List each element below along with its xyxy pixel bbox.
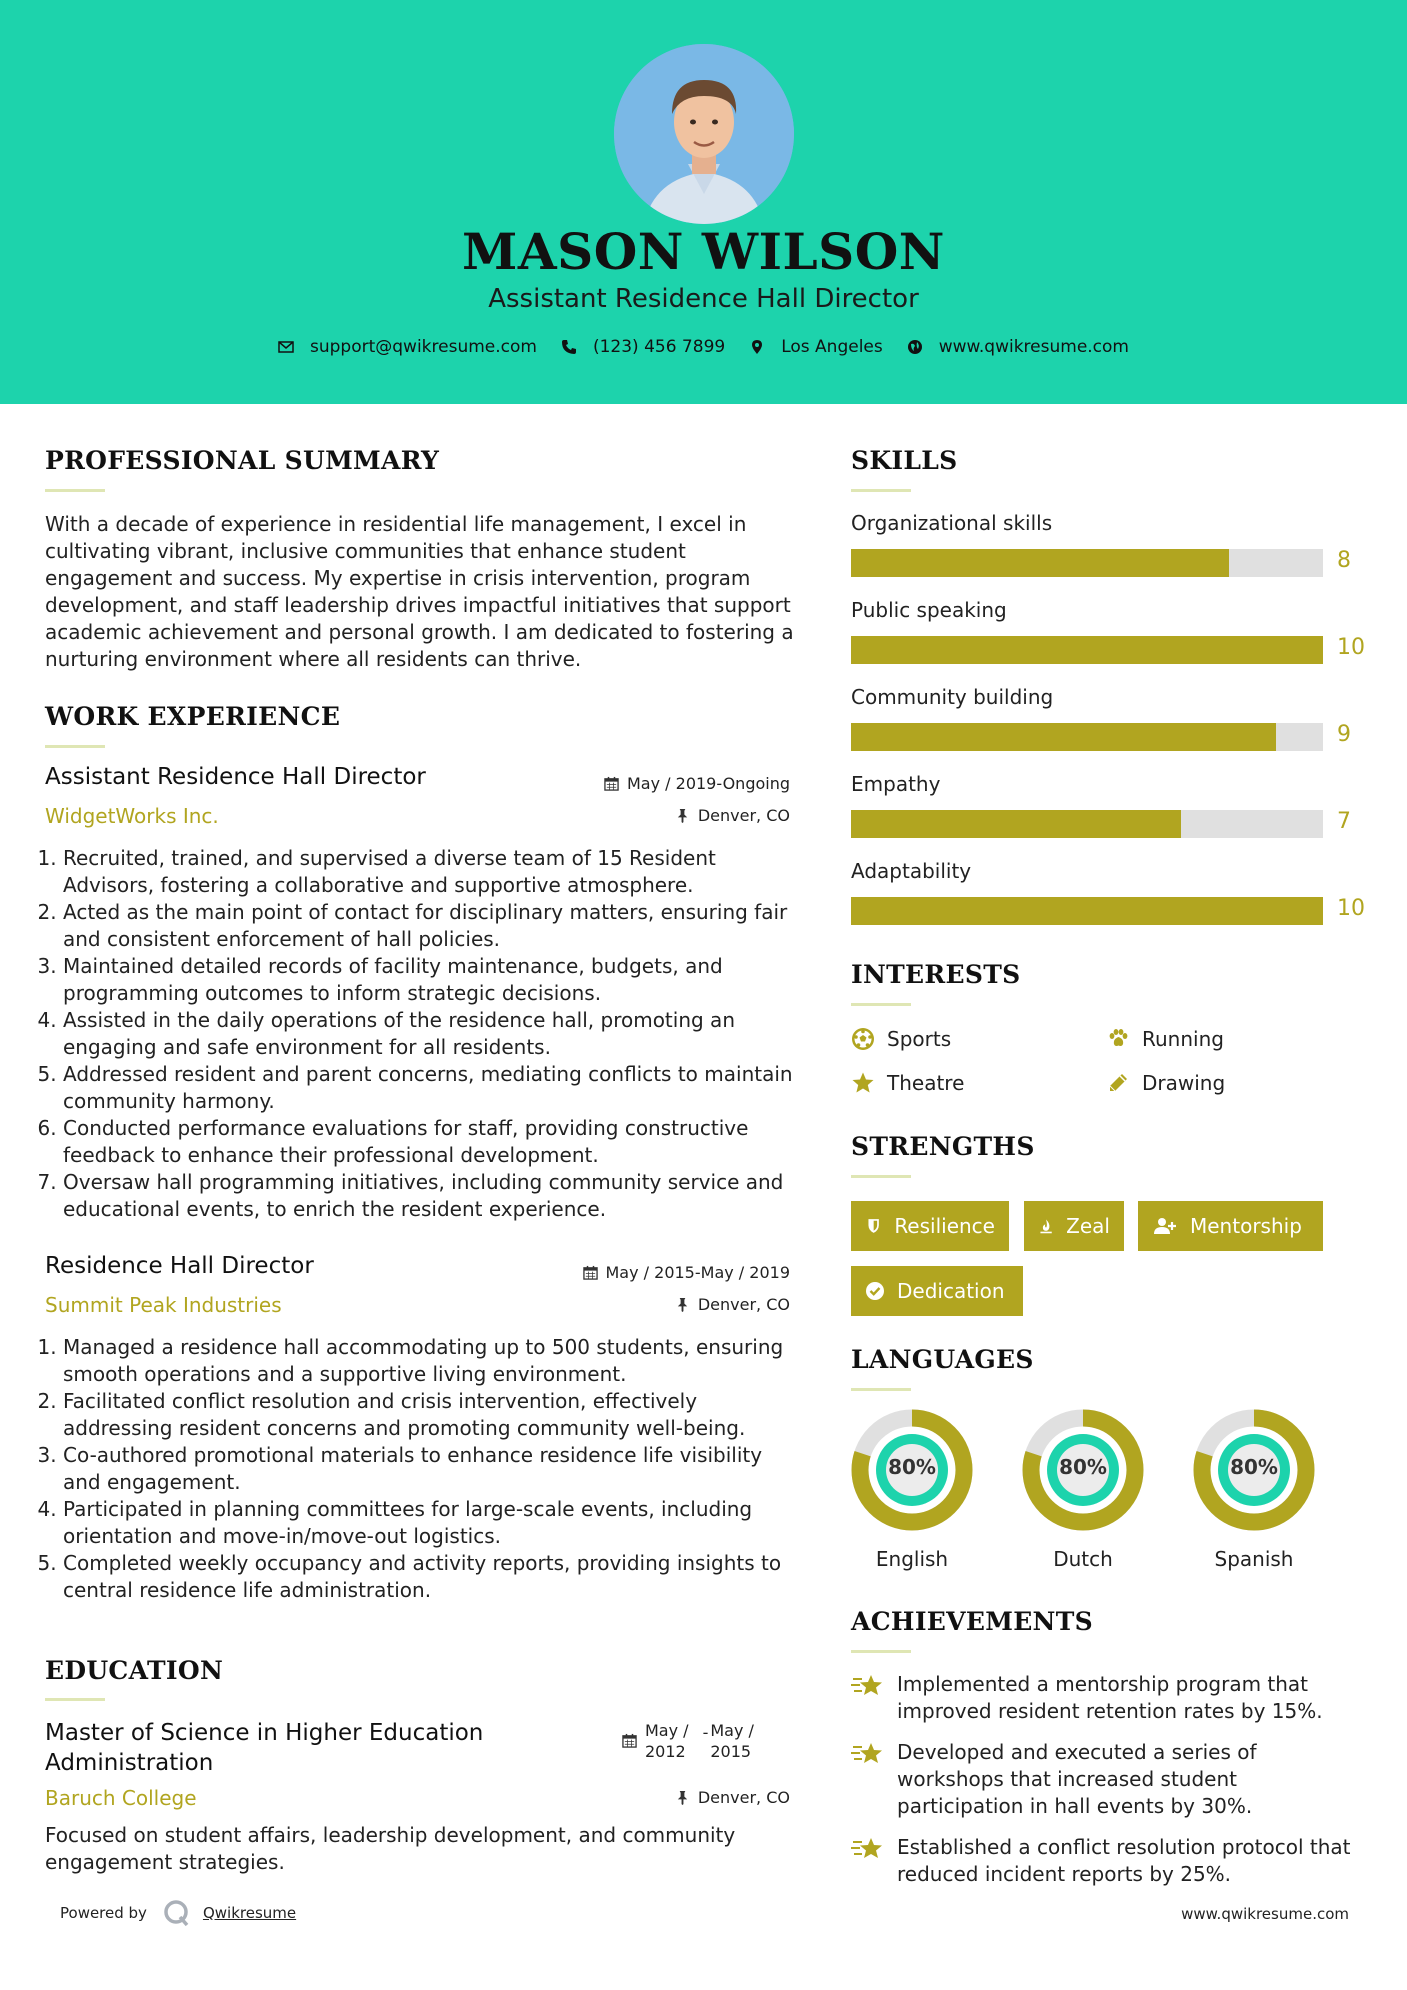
interest-item bbox=[1106, 1071, 1225, 1095]
list-item: 4. Participated in planning committees for large-scale events, including orientation and move-in/move-out logistics. bbox=[63, 1496, 797, 1550]
interest-label: Running bbox=[1142, 1027, 1224, 1051]
interest-item bbox=[851, 1027, 951, 1051]
skill-bar-fill bbox=[851, 810, 1181, 838]
strength-chip bbox=[1024, 1201, 1124, 1251]
education-end bbox=[710, 1720, 754, 1762]
fire-icon bbox=[1038, 1216, 1054, 1236]
list-item: 6. Conducted performance evaluations for staff, providing constructive feedback to enhance their professional development. bbox=[63, 1115, 797, 1169]
phone-icon bbox=[561, 339, 577, 355]
interest-label: Drawing bbox=[1142, 1071, 1226, 1095]
job-dates-text: May / 2015-May / 2019 bbox=[605, 1263, 790, 1282]
paw-icon bbox=[1106, 1027, 1130, 1051]
summary-text: With a decade of experience in residential life management, I excel in cultivating vibrant, inclusive communities that enhance student engagement and success. My expertise in crisis intervention, program development, and staff leadership drives impactful initiatives that support academic achievement and personal growth. I am dedicated to fostering a nurturing environment where all residents can thrive. bbox=[45, 512, 794, 671]
shooting-star-icon bbox=[851, 1739, 885, 1769]
achievement-text: Developed and executed a series of workshops that increased student participation in hall events by 30%. bbox=[897, 1740, 1257, 1818]
skill-bar-track bbox=[851, 636, 1323, 664]
list-item: 5. Addressed resident and parent concerns, mediating conflicts to maintain community harmony. bbox=[63, 1061, 797, 1115]
shooting-star-icon bbox=[851, 1671, 885, 1701]
pin-icon bbox=[675, 808, 690, 823]
avatar bbox=[614, 44, 794, 224]
qwikresume-link[interactable]: Qwikresume bbox=[202, 1904, 297, 1922]
footer-website[interactable]: www.qwikresume.com bbox=[1181, 1905, 1349, 1923]
education-dates bbox=[622, 1720, 754, 1762]
achievement-item bbox=[851, 1739, 1351, 1820]
strength-chip bbox=[851, 1201, 1009, 1251]
start-year: 2012 bbox=[645, 1742, 686, 1761]
start-month: May / bbox=[645, 1721, 689, 1740]
education-heading: EDUCATION bbox=[45, 1656, 224, 1685]
summary-underline bbox=[45, 489, 105, 492]
job-company: Summit Peak Industries bbox=[45, 1293, 282, 1317]
skill-bar-track bbox=[851, 549, 1323, 577]
experience-heading: WORK EXPERIENCE bbox=[45, 702, 341, 731]
summary-heading: PROFESSIONAL SUMMARY bbox=[45, 446, 440, 475]
job-title: Assistant Residence Hall Director bbox=[45, 764, 426, 790]
powered-by-text: Powered by bbox=[60, 1904, 147, 1922]
interests-heading: INTERESTS bbox=[851, 960, 1021, 989]
skill-label: Adaptability bbox=[851, 859, 972, 883]
skills-heading: SKILLS bbox=[851, 446, 958, 475]
education-location bbox=[675, 1788, 790, 1807]
star-icon bbox=[851, 1071, 875, 1095]
skill-bar-track bbox=[851, 723, 1323, 751]
job-location-text: Denver, CO bbox=[697, 1295, 790, 1314]
interest-label: Sports bbox=[887, 1027, 952, 1051]
achievement-item bbox=[851, 1834, 1351, 1888]
list-item: 2. Facilitated conflict resolution and crisis intervention, effectively addressing resident concerns and promoting community well-being. bbox=[63, 1388, 797, 1442]
candidate-name: MASON WILSON bbox=[462, 222, 945, 281]
calendar-icon bbox=[622, 1733, 637, 1748]
skill-score: 10 bbox=[1337, 635, 1365, 660]
achievements-heading: ACHIEVEMENTS bbox=[851, 1607, 1093, 1636]
language-label: English bbox=[875, 1547, 949, 1571]
job-location bbox=[675, 1295, 790, 1314]
shield-icon bbox=[865, 1216, 882, 1236]
strength-label: Dedication bbox=[897, 1279, 1005, 1303]
user-plus-icon bbox=[1152, 1216, 1178, 1236]
list-item: 3. Maintained detailed records of facility maintenance, budgets, and programming outcomes to inform strategic decisions. bbox=[63, 953, 797, 1007]
pin-icon bbox=[675, 1297, 690, 1312]
map-marker-icon bbox=[749, 339, 765, 355]
calendar-icon bbox=[604, 776, 619, 791]
education-underline bbox=[45, 1698, 105, 1701]
location-text: Los Angeles bbox=[781, 337, 883, 357]
skills-underline bbox=[851, 489, 911, 492]
job-responsibilities bbox=[45, 1334, 797, 1604]
resume-header bbox=[0, 0, 1407, 404]
email-text: support@qwikresume.com bbox=[310, 337, 537, 357]
list-item: 1. Managed a residence hall accommodating up to 500 students, ensuring smooth operations and a supportive living environment. bbox=[63, 1334, 797, 1388]
strength-chip bbox=[851, 1266, 1023, 1316]
language-item bbox=[851, 1409, 973, 1579]
skill-bar-fill bbox=[851, 549, 1229, 577]
interest-item bbox=[851, 1071, 964, 1095]
education-location-text: Denver, CO bbox=[697, 1788, 790, 1807]
strength-label: Mentorship bbox=[1190, 1214, 1302, 1238]
list-item: 4. Assisted in the daily operations of the residence hall, promoting an engaging and safe environment for all residents. bbox=[63, 1007, 797, 1061]
language-percent: 80% bbox=[1059, 1455, 1107, 1479]
strength-label: Zeal bbox=[1066, 1214, 1110, 1238]
school-name: Baruch College bbox=[45, 1786, 197, 1810]
check-circle-icon bbox=[865, 1281, 885, 1301]
phone-text: (123) 456 7899 bbox=[592, 337, 726, 357]
pin-icon bbox=[675, 1790, 690, 1805]
skill-bar-fill bbox=[851, 723, 1276, 751]
job-location bbox=[675, 806, 790, 825]
powered-by bbox=[60, 1898, 296, 1928]
skill-label: Organizational skills bbox=[851, 511, 1053, 535]
language-item bbox=[1022, 1409, 1144, 1579]
education-start bbox=[645, 1720, 689, 1762]
globe-icon bbox=[907, 339, 923, 355]
website-text: www.qwikresume.com bbox=[938, 337, 1129, 357]
strength-chip bbox=[1138, 1201, 1323, 1251]
skill-label: Empathy bbox=[851, 772, 941, 796]
soccer-ball-icon bbox=[851, 1027, 875, 1051]
skill-label: Public speaking bbox=[851, 598, 1007, 622]
list-item: 1. Recruited, trained, and supervised a diverse team of 15 Resident Advisors, fostering a collaborative and supportive atmosphere. bbox=[63, 845, 797, 899]
calendar-icon bbox=[583, 1265, 598, 1280]
interest-label: Theatre bbox=[887, 1071, 965, 1095]
contact-location bbox=[749, 337, 883, 357]
language-label: Dutch bbox=[1053, 1547, 1113, 1571]
job-dates bbox=[604, 774, 790, 793]
contact-website[interactable] bbox=[907, 337, 1129, 357]
candidate-role: Assistant Residence Hall Director bbox=[488, 284, 919, 314]
end-year: 2015 bbox=[710, 1742, 752, 1761]
skill-bar-track bbox=[851, 897, 1323, 925]
achievement-item bbox=[851, 1671, 1351, 1725]
skill-score: 7 bbox=[1337, 809, 1351, 834]
skill-bar-fill bbox=[851, 636, 1323, 664]
achievement-text: Established a conflict resolution protocol that reduced incident reports by 25%. bbox=[897, 1835, 1351, 1886]
contact-bar bbox=[0, 337, 1407, 357]
interest-item bbox=[1106, 1027, 1224, 1051]
skill-score: 10 bbox=[1337, 896, 1365, 921]
date-separator: - bbox=[702, 1723, 709, 1742]
skill-score: 8 bbox=[1337, 548, 1351, 573]
languages-heading: LANGUAGES bbox=[851, 1345, 1034, 1374]
qwikresume-logo-icon bbox=[161, 1898, 191, 1928]
list-item: 7. Oversaw hall programming initiatives, including community service and educational events, to enrich the resident experience. bbox=[63, 1169, 797, 1223]
degree-line: Master of Science in Higher Education bbox=[45, 1720, 484, 1746]
education-text: Focused on student affairs, leadership development, and community engagement strategies. bbox=[45, 1823, 736, 1874]
job-responsibilities bbox=[45, 845, 797, 1223]
pencil-icon bbox=[1106, 1071, 1130, 1095]
degree-line: Administration bbox=[45, 1750, 214, 1776]
skill-label: Community building bbox=[851, 685, 1054, 709]
interests-underline bbox=[851, 1003, 911, 1006]
contact-email[interactable] bbox=[278, 337, 537, 357]
profile-photo bbox=[614, 44, 794, 224]
job-title: Residence Hall Director bbox=[45, 1253, 314, 1279]
experience-underline bbox=[45, 745, 105, 748]
achievements-underline bbox=[851, 1650, 911, 1653]
skill-bar-fill bbox=[851, 897, 1323, 925]
job-dates-text: May / 2019-Ongoing bbox=[627, 774, 790, 793]
list-item: 3. Co-authored promotional materials to enhance residence life visibility and engagement. bbox=[63, 1442, 797, 1496]
envelope-icon bbox=[278, 339, 294, 355]
list-item: 2. Acted as the main point of contact for disciplinary matters, ensuring fair and consistent enforcement of hall policies. bbox=[63, 899, 797, 953]
languages-underline bbox=[851, 1388, 911, 1391]
job-location-text: Denver, CO bbox=[697, 806, 790, 825]
job-company: WidgetWorks Inc. bbox=[45, 804, 219, 828]
strengths-underline bbox=[851, 1175, 911, 1178]
language-item bbox=[1193, 1409, 1315, 1579]
shooting-star-icon bbox=[851, 1834, 885, 1864]
achievement-text: Implemented a mentorship program that improved resident retention rates by 15%. bbox=[897, 1672, 1323, 1723]
language-percent: 80% bbox=[888, 1455, 936, 1479]
strengths-heading: STRENGTHS bbox=[851, 1132, 1035, 1161]
end-month: May / bbox=[710, 1721, 754, 1740]
skill-bar-track bbox=[851, 810, 1323, 838]
contact-phone[interactable] bbox=[561, 337, 725, 357]
job-dates bbox=[583, 1263, 791, 1282]
language-percent: 80% bbox=[1230, 1455, 1278, 1479]
skill-score: 9 bbox=[1337, 722, 1351, 747]
list-item: 5. Completed weekly occupancy and activity reports, providing insights to central residence life administration. bbox=[63, 1550, 797, 1604]
strength-label: Resilience bbox=[894, 1214, 995, 1238]
degree-title bbox=[45, 1718, 483, 1778]
language-label: Spanish bbox=[1214, 1547, 1294, 1571]
